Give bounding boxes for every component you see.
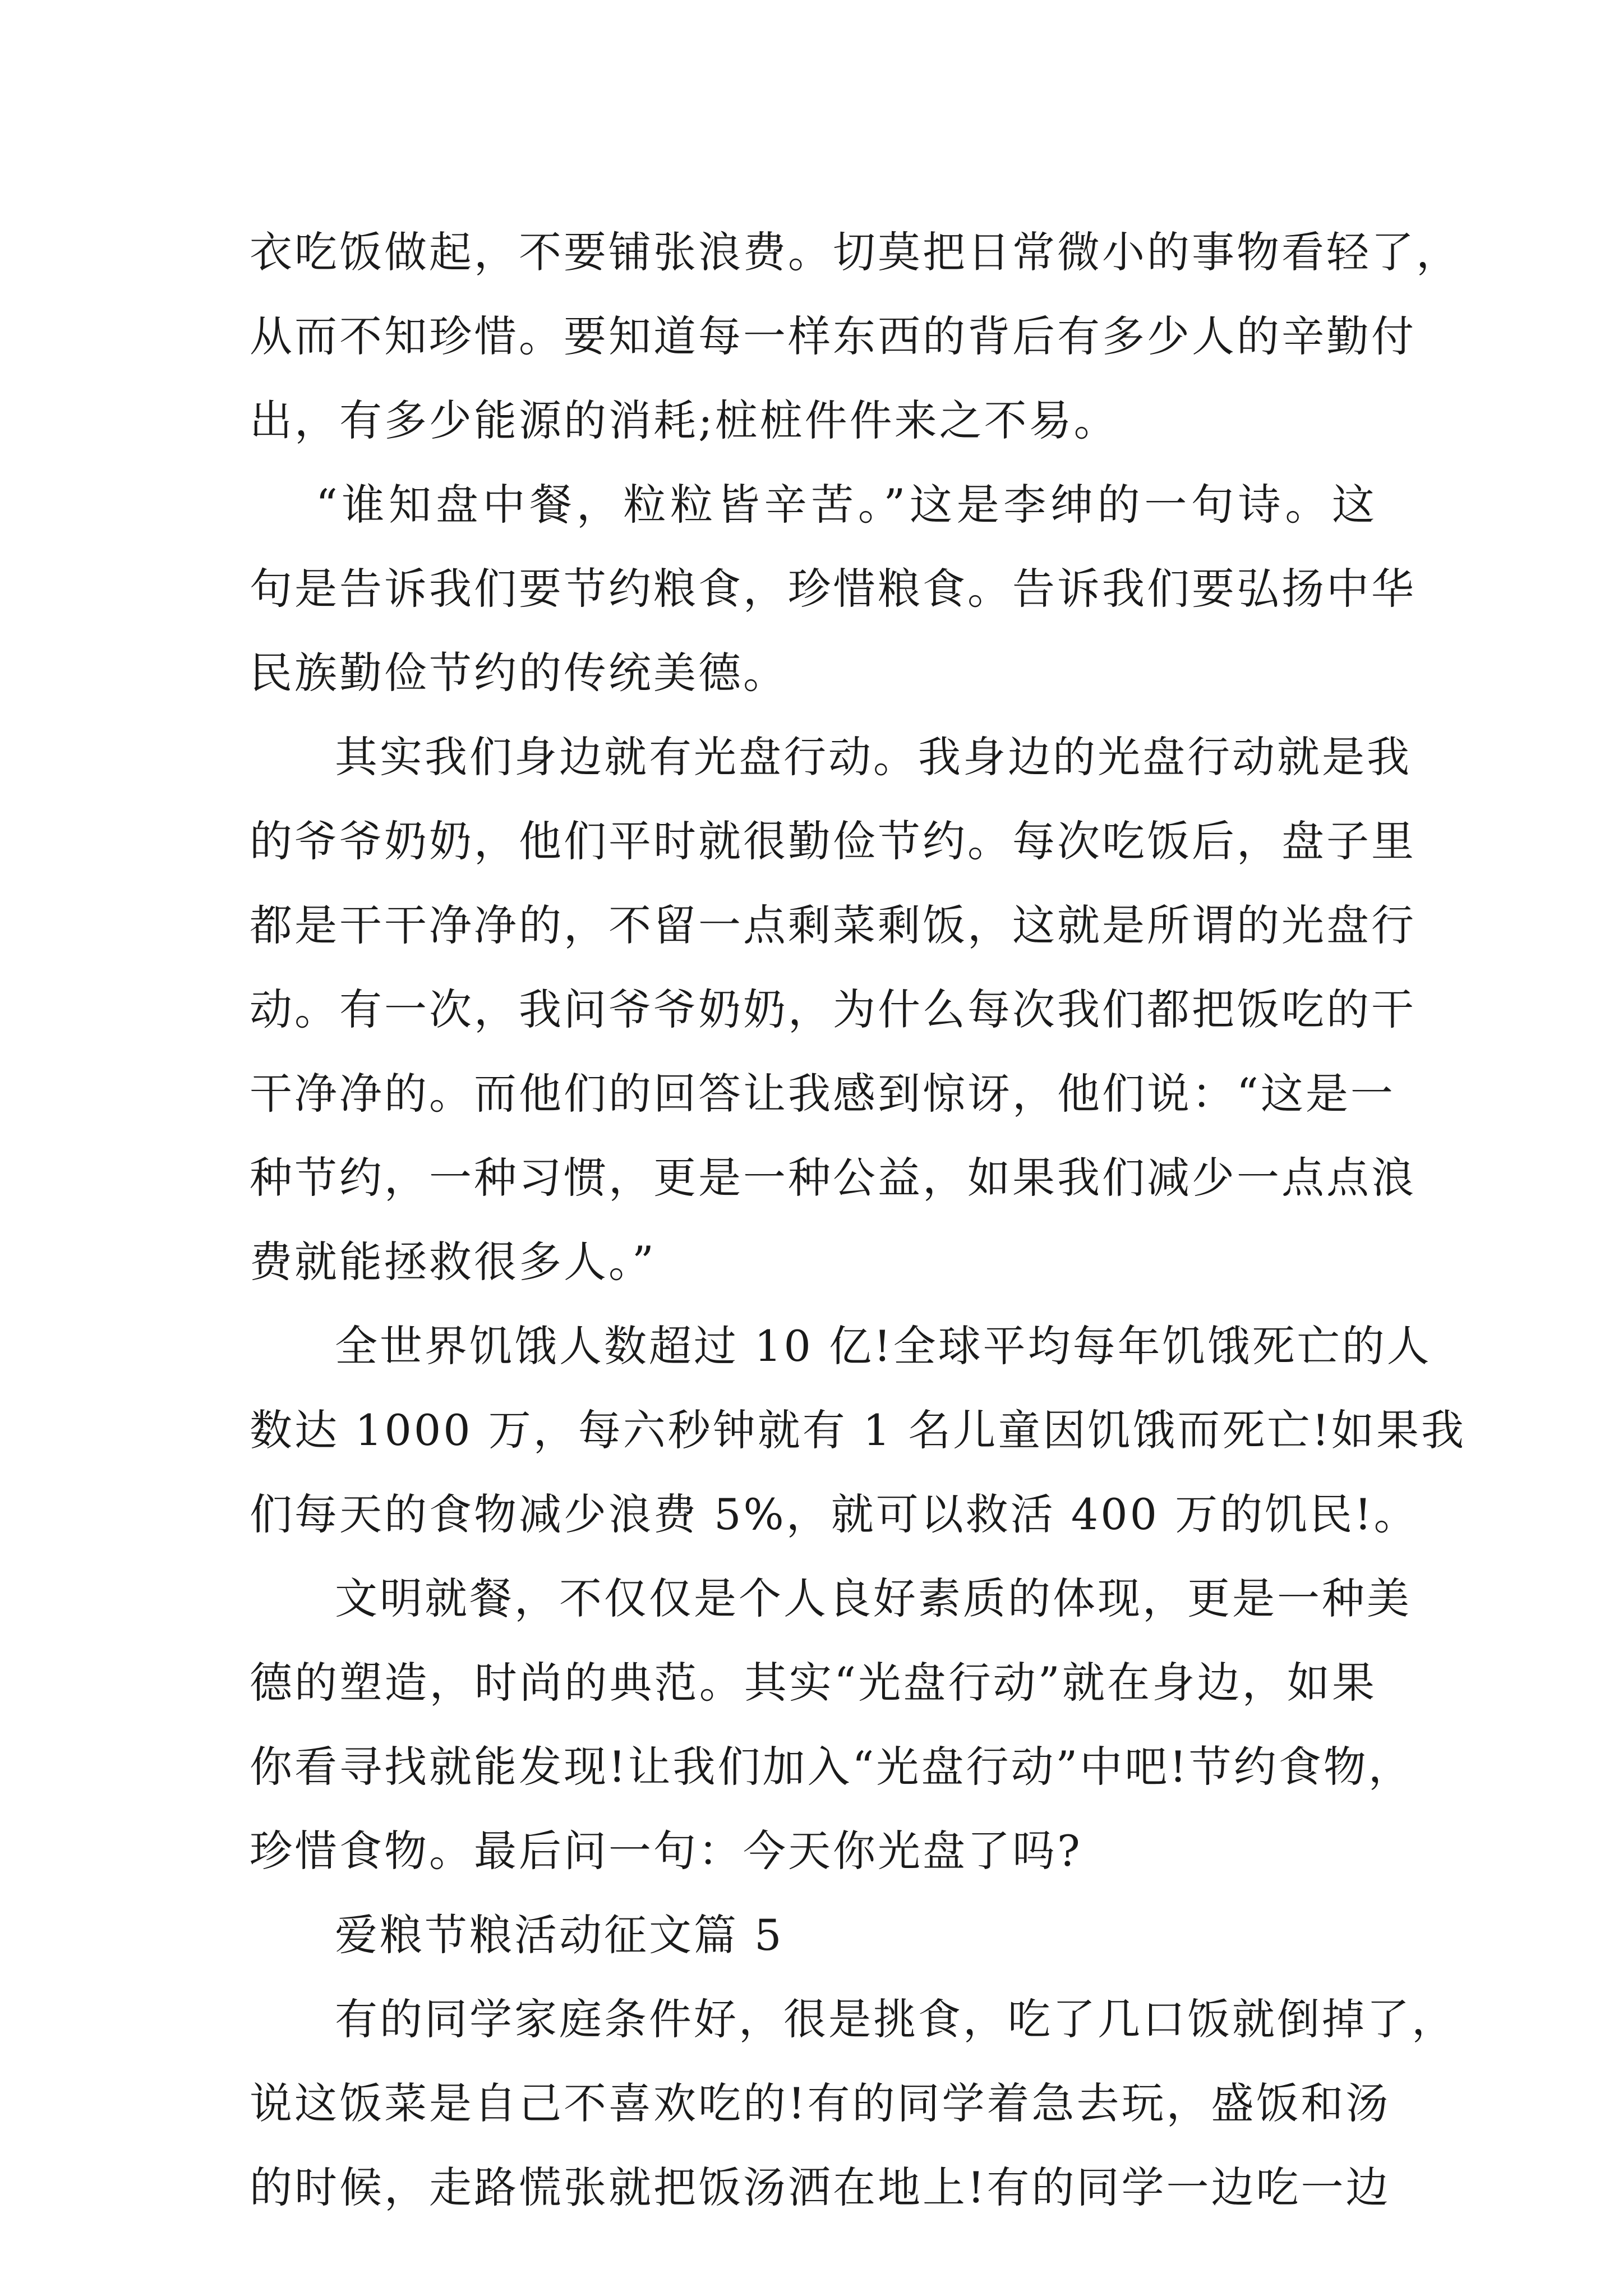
text-line: 其实我们身边就有光盘行动。我身边的光盘行动就是我 (335, 732, 1412, 782)
text-line: 文明就餐，不仅仅是个人良好素质的体现，更是一种美 (335, 1573, 1412, 1623)
text-line: 句是告诉我们要节约粮食，珍惜粮食。告诉我们要弘扬中华 (250, 564, 1416, 614)
text-line: 的爷爷奶奶，他们平时就很勤俭节约。每次吃饭后，盘子里 (250, 816, 1416, 866)
text-line: 数达 1000 万，每六秒钟就有 1 名儿童因饥饿而死亡!如果我 (250, 1405, 1466, 1455)
text-line: 种节约，一种习惯，更是一种公益，如果我们减少一点点浪 (250, 1153, 1416, 1203)
text-line: “谁知盘中餐，粒粒皆辛苦。”这是李绅的一句诗。这 (316, 480, 1377, 530)
text-line: 衣吃饭做起，不要铺张浪费。切莫把日常微小的事物看轻了， (250, 227, 1461, 277)
text-line: 有的同学家庭条件好，很是挑食，吃了几口饭就倒掉了， (335, 1994, 1456, 2044)
paragraph-4 (250, 1304, 1466, 1557)
paragraph-5 (250, 1557, 1413, 1893)
text-line: 费就能拯救很多人。” (250, 1237, 656, 1287)
section-heading-text: 爱粮节粮活动征文篇 5 (335, 1910, 784, 1960)
text-line: 动。有一次，我问爷爷奶奶，为什么每次我们都把饭吃的干 (250, 984, 1416, 1034)
text-line: 珍惜食物。最后问一句：今天你光盘了吗? (250, 1826, 1082, 1876)
paragraph-2 (250, 463, 1416, 715)
text-line: 民族勤俭节约的传统美德。 (250, 648, 788, 698)
text-line: 德的塑造，时尚的典范。其实“光盘行动”就在身边，如果 (250, 1658, 1377, 1708)
text-line: 们每天的食物减少浪费 5%，就可以救活 400 万的饥民!。 (250, 1489, 1419, 1539)
text-line: 出，有多少能源的消耗;桩桩件件来之不易。 (250, 395, 1119, 445)
text-line: 干净净的。而他们的回答让我感到惊讶，他们说：“这是一 (250, 1069, 1395, 1119)
document-body (250, 210, 1466, 2230)
text-line: 从而不知珍惜。要知道每一样东西的背后有多少人的辛勤付 (250, 311, 1416, 361)
text-line: 全世界饥饿人数超过 10 亿!全球平均每年饥饿死亡的人 (335, 1321, 1432, 1371)
text-line: 都是干干净净的，不留一点剩菜剩饭，这就是所谓的光盘行 (250, 900, 1416, 950)
section-heading (250, 1893, 1377, 1977)
paragraph-1 (250, 210, 1461, 463)
paragraph-7 (250, 1977, 1456, 2230)
text-line: 说这饭菜是自己不喜欢吃的!有的同学着急去玩，盛饭和汤 (250, 2078, 1391, 2128)
text-line: 你看寻找就能发现!让我们加入“光盘行动”中吧!节约食物， (250, 1742, 1413, 1792)
paragraph-3 (250, 715, 1416, 1304)
text-line: 的时候，走路慌张就把饭汤洒在地上!有的同学一边吃一边 (250, 2162, 1391, 2212)
